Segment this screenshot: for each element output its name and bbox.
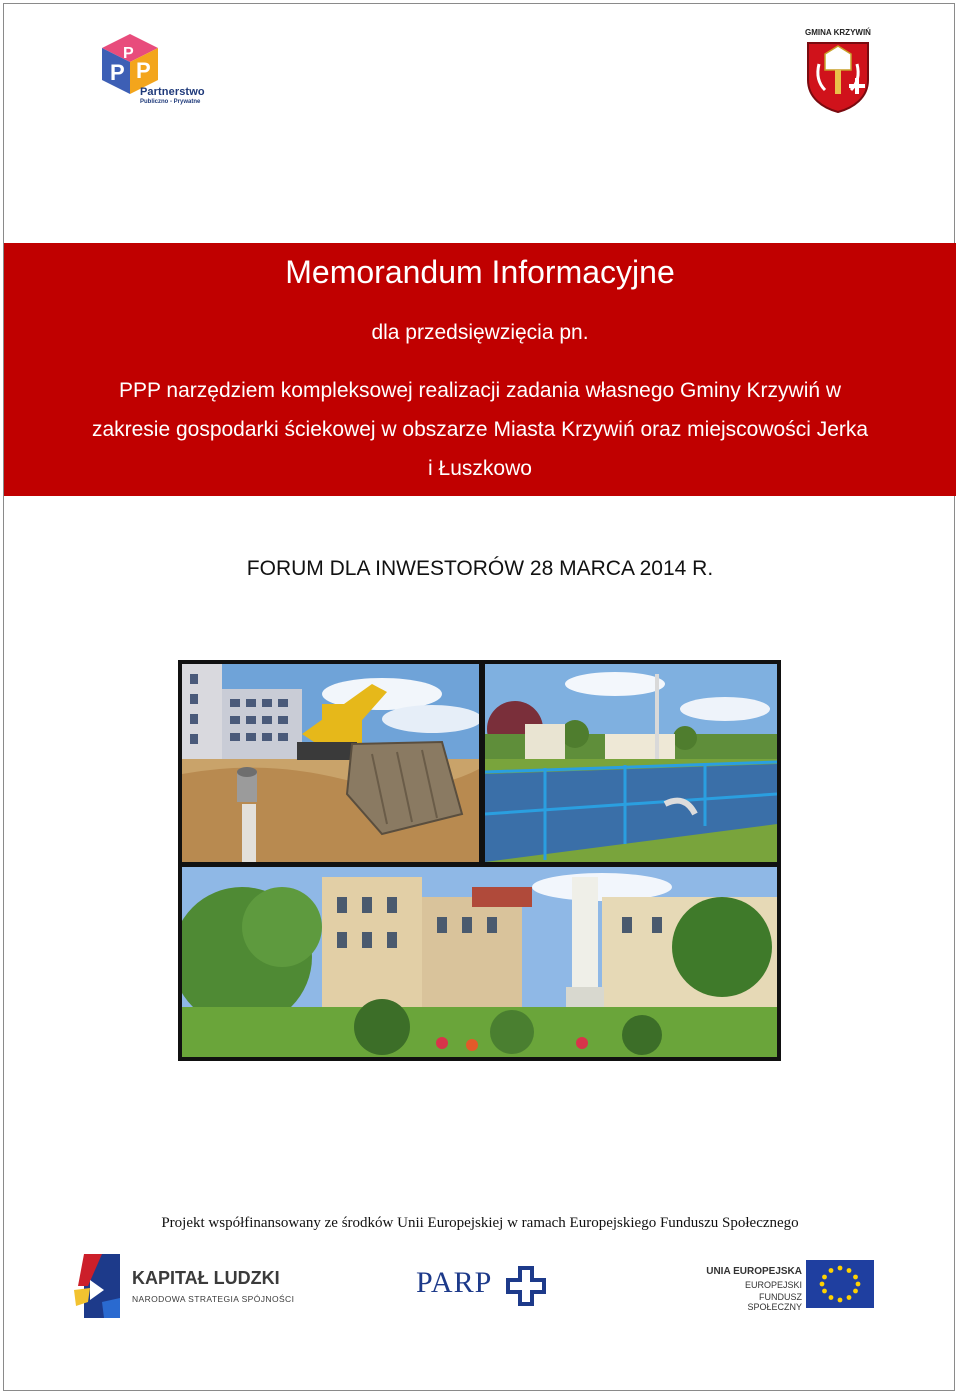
ppp-logo [96,32,216,112]
gmina-coat-of-arms [800,28,876,118]
eu-efs-logo [700,1258,880,1314]
shield-icon [805,40,871,114]
eu-line-1: UNIA EUROPEJSKA [706,1266,802,1277]
parp-cross-icon [504,1264,548,1308]
photo-collage [178,660,781,1061]
kapital-ludzki-star-icon [70,1250,126,1322]
funding-note: Projekt współfinansowany ze środków Unii Europejskiej w ramach Europejskiego Funduszu Społecznego [161,1215,799,1231]
ppp-logo-subtitle: Publiczno - Prywatne [140,99,201,105]
excavator-construction-photo [182,664,479,862]
document-subtitle: dla przedsięwzięcia pn. [371,321,589,344]
forum-heading: FORUM DLA INWESTORÓW 28 MARCA 2014 R. [246,557,714,580]
svg-text:P: P [123,45,134,62]
svg-text:P: P [136,58,151,83]
project-description: PPP narzędziem kompleksowej realizacji zadania własnego Gminy Krzywiń w zakresie gospodarki ściekowej w obszarze Miasta Krzywiń oraz miejscowości Jerka i Łuszkowo [91,379,869,480]
coat-of-arms-caption: GMINA KRZYWIŃ [805,28,871,37]
kapital-ludzki-subtitle: NARODOWA STRATEGIA SPÓJNOŚCI [132,1294,295,1304]
eu-line-2: EUROPEJSKI [744,1280,802,1290]
parp-text: PARP [416,1266,493,1299]
kapital-ludzki-title: KAPITAŁ LUDZKI [132,1268,280,1288]
ppp-logo-title: Partnerstwo [140,86,205,98]
wastewater-treatment-plant-photo [485,664,777,862]
kapital-ludzki-logo [70,1250,310,1322]
eu-line-3: FUNDUSZ SPOŁECZNY [747,1292,802,1312]
document-title: Memorandum Informacyjne [285,254,675,290]
town-square-krzywin-photo [182,867,777,1057]
svg-text:P: P [110,60,125,85]
eu-flag-icon [806,1260,874,1308]
parp-logo [412,1258,552,1314]
